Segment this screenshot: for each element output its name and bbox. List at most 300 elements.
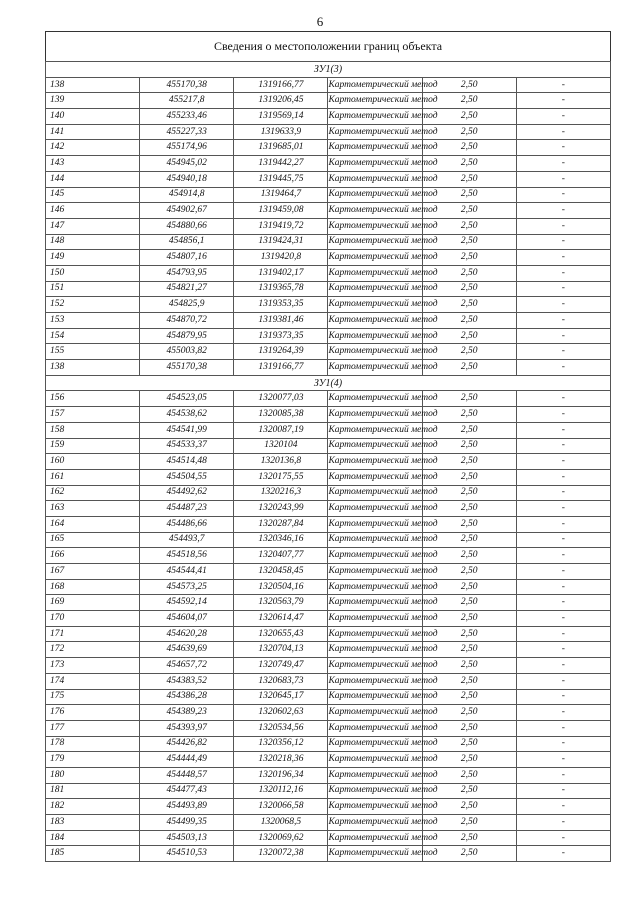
accuracy-cell: 2,50 (422, 438, 516, 454)
x-coordinate-cell: 455227,33 (140, 124, 234, 140)
method-cell: Картометрический метод (328, 407, 422, 423)
method-cell: Картометрический метод (328, 454, 422, 470)
point-number-cell: 168 (46, 579, 140, 595)
point-number-cell: 147 (46, 218, 140, 234)
table-row (46, 438, 611, 454)
method-cell: Картометрический метод (328, 799, 422, 815)
y-coordinate-cell: 1320704,13 (234, 642, 328, 658)
y-coordinate-cell: 1320534,56 (234, 720, 328, 736)
point-number-cell: 174 (46, 673, 140, 689)
point-number-cell: 180 (46, 767, 140, 783)
x-coordinate-cell: 454389,23 (140, 705, 234, 721)
accuracy-cell: 2,50 (422, 658, 516, 674)
method-cell: Картометрический метод (328, 485, 422, 501)
y-coordinate-cell: 1319445,75 (234, 171, 328, 187)
point-number-cell: 181 (46, 783, 140, 799)
y-coordinate-cell: 1320655,43 (234, 626, 328, 642)
accuracy-cell: 2,50 (422, 218, 516, 234)
point-number-cell: 183 (46, 815, 140, 831)
point-number-cell: 151 (46, 281, 140, 297)
x-coordinate-cell: 454503,13 (140, 830, 234, 846)
description-cell: - (516, 532, 610, 548)
x-coordinate-cell: 454541,99 (140, 422, 234, 438)
table-row (46, 548, 611, 564)
x-coordinate-cell: 454499,35 (140, 815, 234, 831)
description-cell: - (516, 124, 610, 140)
point-number-cell: 177 (46, 720, 140, 736)
point-number-cell: 145 (46, 187, 140, 203)
y-coordinate-cell: 1319464,7 (234, 187, 328, 203)
table-row (46, 454, 611, 470)
x-coordinate-cell: 454793,95 (140, 265, 234, 281)
description-cell: - (516, 281, 610, 297)
accuracy-cell: 2,50 (422, 501, 516, 517)
table-row (46, 846, 611, 862)
x-coordinate-cell: 455174,96 (140, 140, 234, 156)
table-row (46, 234, 611, 250)
table-row (46, 752, 611, 768)
table-row (46, 469, 611, 485)
table-row (46, 171, 611, 187)
method-cell: Картометрический метод (328, 297, 422, 313)
description-cell: - (516, 658, 610, 674)
method-cell: Картометрический метод (328, 203, 422, 219)
method-cell: Картометрический метод (328, 516, 422, 532)
accuracy-cell: 2,50 (422, 171, 516, 187)
method-cell: Картометрический метод (328, 830, 422, 846)
method-cell: Картометрический метод (328, 281, 422, 297)
x-coordinate-cell: 454573,25 (140, 579, 234, 595)
point-number-cell: 182 (46, 799, 140, 815)
accuracy-cell: 2,50 (422, 579, 516, 595)
description-cell: - (516, 234, 610, 250)
accuracy-cell: 2,50 (422, 516, 516, 532)
x-coordinate-cell: 455233,46 (140, 109, 234, 125)
point-number-cell: 157 (46, 407, 140, 423)
point-number-cell: 167 (46, 564, 140, 580)
y-coordinate-cell: 1320504,16 (234, 579, 328, 595)
point-number-cell: 164 (46, 516, 140, 532)
x-coordinate-cell: 454492,62 (140, 485, 234, 501)
table-row (46, 689, 611, 705)
y-coordinate-cell: 1320196,34 (234, 767, 328, 783)
description-cell: - (516, 485, 610, 501)
y-coordinate-cell: 1320645,17 (234, 689, 328, 705)
y-coordinate-cell: 1320077,03 (234, 391, 328, 407)
table-row (46, 313, 611, 329)
point-number-cell: 179 (46, 752, 140, 768)
description-cell: - (516, 783, 610, 799)
description-cell: - (516, 516, 610, 532)
accuracy-cell: 2,50 (422, 783, 516, 799)
accuracy-cell: 2,50 (422, 140, 516, 156)
point-number-cell: 154 (46, 328, 140, 344)
y-coordinate-cell: 1320218,36 (234, 752, 328, 768)
table-row (46, 501, 611, 517)
point-number-cell: 138 (46, 360, 140, 376)
point-number-cell: 169 (46, 595, 140, 611)
x-coordinate-cell: 454538,62 (140, 407, 234, 423)
accuracy-cell: 2,50 (422, 187, 516, 203)
method-cell: Картометрический метод (328, 469, 422, 485)
table-row (46, 328, 611, 344)
point-number-cell: 158 (46, 422, 140, 438)
point-number-cell: 185 (46, 846, 140, 862)
section-name: ЗУ1(3) (46, 62, 611, 78)
method-cell: Картометрический метод (328, 109, 422, 125)
table-row (46, 265, 611, 281)
description-cell: - (516, 501, 610, 517)
method-cell: Картометрический метод (328, 752, 422, 768)
table-row (46, 626, 611, 642)
method-cell: Картометрический метод (328, 501, 422, 517)
y-coordinate-cell: 1320683,73 (234, 673, 328, 689)
x-coordinate-cell: 454477,43 (140, 783, 234, 799)
table-row (46, 815, 611, 831)
table-row (46, 642, 611, 658)
point-number-cell: 141 (46, 124, 140, 140)
accuracy-cell: 2,50 (422, 469, 516, 485)
description-cell: - (516, 846, 610, 862)
table-row (46, 203, 611, 219)
point-number-cell: 173 (46, 658, 140, 674)
method-cell: Картометрический метод (328, 705, 422, 721)
accuracy-cell: 2,50 (422, 297, 516, 313)
method-cell: Картометрический метод (328, 642, 422, 658)
y-coordinate-cell: 1320749,47 (234, 658, 328, 674)
x-coordinate-cell: 454448,57 (140, 767, 234, 783)
method-cell: Картометрический метод (328, 783, 422, 799)
description-cell: - (516, 407, 610, 423)
section-name: ЗУ1(4) (46, 375, 611, 391)
accuracy-cell: 2,50 (422, 564, 516, 580)
y-coordinate-cell: 1320085,38 (234, 407, 328, 423)
table-row (46, 93, 611, 109)
table-row (46, 281, 611, 297)
section-header-row (46, 375, 611, 391)
x-coordinate-cell: 454510,53 (140, 846, 234, 862)
table-row (46, 564, 611, 580)
method-cell: Картометрический метод (328, 313, 422, 329)
point-number-cell: 143 (46, 156, 140, 172)
description-cell: - (516, 438, 610, 454)
x-coordinate-cell: 454487,23 (140, 501, 234, 517)
x-coordinate-cell: 454386,28 (140, 689, 234, 705)
y-coordinate-cell: 1319166,77 (234, 360, 328, 376)
accuracy-cell: 2,50 (422, 626, 516, 642)
method-cell: Картометрический метод (328, 328, 422, 344)
accuracy-cell: 2,50 (422, 281, 516, 297)
y-coordinate-cell: 1319424,31 (234, 234, 328, 250)
point-number-cell: 166 (46, 548, 140, 564)
description-cell: - (516, 595, 610, 611)
method-cell: Картометрический метод (328, 815, 422, 831)
x-coordinate-cell: 454879,95 (140, 328, 234, 344)
accuracy-cell: 2,50 (422, 595, 516, 611)
method-cell: Картометрический метод (328, 626, 422, 642)
point-number-cell: 170 (46, 611, 140, 627)
x-coordinate-cell: 455003,82 (140, 344, 234, 360)
table-row (46, 218, 611, 234)
table-row (46, 250, 611, 266)
method-cell: Картометрический метод (328, 124, 422, 140)
method-cell: Картометрический метод (328, 171, 422, 187)
boundary-table-sheet (45, 31, 611, 862)
y-coordinate-cell: 1320563,79 (234, 595, 328, 611)
y-coordinate-cell: 1319206,45 (234, 93, 328, 109)
page-number: 6 (316, 14, 324, 29)
description-cell: - (516, 328, 610, 344)
point-number-cell: 140 (46, 109, 140, 125)
method-cell: Картометрический метод (328, 250, 422, 266)
y-coordinate-cell: 1320104 (234, 438, 328, 454)
point-number-cell: 171 (46, 626, 140, 642)
y-coordinate-cell: 1319166,77 (234, 77, 328, 93)
accuracy-cell: 2,50 (422, 532, 516, 548)
point-number-cell: 172 (46, 642, 140, 658)
accuracy-cell: 2,50 (422, 799, 516, 815)
x-coordinate-cell: 454426,82 (140, 736, 234, 752)
method-cell: Картометрический метод (328, 360, 422, 376)
point-number-cell: 165 (46, 532, 140, 548)
accuracy-cell: 2,50 (422, 673, 516, 689)
method-cell: Картометрический метод (328, 391, 422, 407)
description-cell: - (516, 454, 610, 470)
point-number-cell: 155 (46, 344, 140, 360)
description-cell: - (516, 799, 610, 815)
accuracy-cell: 2,50 (422, 454, 516, 470)
table-row (46, 736, 611, 752)
table-row (46, 344, 611, 360)
x-coordinate-cell: 454544,41 (140, 564, 234, 580)
accuracy-cell: 2,50 (422, 422, 516, 438)
y-coordinate-cell: 1319685,01 (234, 140, 328, 156)
y-coordinate-cell: 1319633,9 (234, 124, 328, 140)
y-coordinate-cell: 1319420,8 (234, 250, 328, 266)
description-cell: - (516, 422, 610, 438)
point-number-cell: 142 (46, 140, 140, 156)
y-coordinate-cell: 1320458,45 (234, 564, 328, 580)
y-coordinate-cell: 1320356,12 (234, 736, 328, 752)
description-cell: - (516, 689, 610, 705)
accuracy-cell: 2,50 (422, 93, 516, 109)
x-coordinate-cell: 455170,38 (140, 77, 234, 93)
description-cell: - (516, 109, 610, 125)
y-coordinate-cell: 1319264,39 (234, 344, 328, 360)
description-cell: - (516, 360, 610, 376)
point-number-cell: 148 (46, 234, 140, 250)
y-coordinate-cell: 1320072,38 (234, 846, 328, 862)
table-row (46, 124, 611, 140)
table-row (46, 705, 611, 721)
method-cell: Картометрический метод (328, 846, 422, 862)
point-number-cell: 156 (46, 391, 140, 407)
y-coordinate-cell: 1320216,3 (234, 485, 328, 501)
method-cell: Картометрический метод (328, 265, 422, 281)
section-header-row (46, 62, 611, 78)
y-coordinate-cell: 1320243,99 (234, 501, 328, 517)
table-row (46, 611, 611, 627)
accuracy-cell: 2,50 (422, 265, 516, 281)
point-number-cell: 153 (46, 313, 140, 329)
table-row (46, 297, 611, 313)
accuracy-cell: 2,50 (422, 156, 516, 172)
y-coordinate-cell: 1320112,16 (234, 783, 328, 799)
description-cell: - (516, 391, 610, 407)
table-row (46, 391, 611, 407)
accuracy-cell: 2,50 (422, 360, 516, 376)
method-cell: Картометрический метод (328, 720, 422, 736)
description-cell: - (516, 815, 610, 831)
method-cell: Картометрический метод (328, 532, 422, 548)
description-cell: - (516, 830, 610, 846)
table-row (46, 673, 611, 689)
method-cell: Картометрический метод (328, 156, 422, 172)
description-cell: - (516, 297, 610, 313)
accuracy-cell: 2,50 (422, 407, 516, 423)
description-cell: - (516, 140, 610, 156)
x-coordinate-cell: 454444,49 (140, 752, 234, 768)
x-coordinate-cell: 454620,28 (140, 626, 234, 642)
accuracy-cell: 2,50 (422, 250, 516, 266)
y-coordinate-cell: 1320175,55 (234, 469, 328, 485)
table-row (46, 532, 611, 548)
description-cell: - (516, 313, 610, 329)
description-cell: - (516, 156, 610, 172)
method-cell: Картометрический метод (328, 218, 422, 234)
y-coordinate-cell: 1319373,35 (234, 328, 328, 344)
y-coordinate-cell: 1319459,08 (234, 203, 328, 219)
description-cell: - (516, 77, 610, 93)
method-cell: Картометрический метод (328, 736, 422, 752)
table-row (46, 579, 611, 595)
y-coordinate-cell: 1319353,35 (234, 297, 328, 313)
point-number-cell: 175 (46, 689, 140, 705)
accuracy-cell: 2,50 (422, 815, 516, 831)
x-coordinate-cell: 454504,55 (140, 469, 234, 485)
table-row (46, 140, 611, 156)
x-coordinate-cell: 454592,14 (140, 595, 234, 611)
x-coordinate-cell: 454945,02 (140, 156, 234, 172)
y-coordinate-cell: 1319419,72 (234, 218, 328, 234)
description-cell: - (516, 720, 610, 736)
x-coordinate-cell: 454604,07 (140, 611, 234, 627)
x-coordinate-cell: 454493,89 (140, 799, 234, 815)
point-number-cell: 144 (46, 171, 140, 187)
x-coordinate-cell: 454493,7 (140, 532, 234, 548)
method-cell: Картометрический метод (328, 673, 422, 689)
point-number-cell: 184 (46, 830, 140, 846)
y-coordinate-cell: 1320069,62 (234, 830, 328, 846)
accuracy-cell: 2,50 (422, 548, 516, 564)
description-cell: - (516, 564, 610, 580)
description-cell: - (516, 767, 610, 783)
table-row (46, 720, 611, 736)
method-cell: Картометрический метод (328, 140, 422, 156)
accuracy-cell: 2,50 (422, 642, 516, 658)
point-number-cell: 159 (46, 438, 140, 454)
table-title: Сведения о местоположении границ объекта (45, 31, 611, 61)
description-cell: - (516, 218, 610, 234)
y-coordinate-cell: 1320602,63 (234, 705, 328, 721)
description-cell: - (516, 611, 610, 627)
method-cell: Картометрический метод (328, 611, 422, 627)
table-row (46, 595, 611, 611)
coordinates-table (45, 61, 611, 862)
description-cell: - (516, 344, 610, 360)
description-cell: - (516, 736, 610, 752)
y-coordinate-cell: 1320346,16 (234, 532, 328, 548)
x-coordinate-cell: 454856,1 (140, 234, 234, 250)
table-row (46, 407, 611, 423)
accuracy-cell: 2,50 (422, 752, 516, 768)
table-row (46, 187, 611, 203)
x-coordinate-cell: 454486,66 (140, 516, 234, 532)
table-row (46, 360, 611, 376)
description-cell: - (516, 626, 610, 642)
table-row (46, 516, 611, 532)
method-cell: Картометрический метод (328, 767, 422, 783)
x-coordinate-cell: 454940,18 (140, 171, 234, 187)
table-row (46, 156, 611, 172)
description-cell: - (516, 250, 610, 266)
x-coordinate-cell: 454533,37 (140, 438, 234, 454)
table-row (46, 658, 611, 674)
method-cell: Картометрический метод (328, 548, 422, 564)
point-number-cell: 150 (46, 265, 140, 281)
x-coordinate-cell: 454880,66 (140, 218, 234, 234)
accuracy-cell: 2,50 (422, 109, 516, 125)
point-number-cell: 161 (46, 469, 140, 485)
y-coordinate-cell: 1320068,5 (234, 815, 328, 831)
accuracy-cell: 2,50 (422, 344, 516, 360)
point-number-cell: 178 (46, 736, 140, 752)
description-cell: - (516, 265, 610, 281)
x-coordinate-cell: 454914,8 (140, 187, 234, 203)
accuracy-cell: 2,50 (422, 234, 516, 250)
description-cell: - (516, 579, 610, 595)
description-cell: - (516, 705, 610, 721)
x-coordinate-cell: 454902,67 (140, 203, 234, 219)
table-row (46, 109, 611, 125)
point-number-cell: 162 (46, 485, 140, 501)
y-coordinate-cell: 1320066,58 (234, 799, 328, 815)
x-coordinate-cell: 454657,72 (140, 658, 234, 674)
method-cell: Картометрический метод (328, 422, 422, 438)
table-row (46, 485, 611, 501)
x-coordinate-cell: 454518,56 (140, 548, 234, 564)
y-coordinate-cell: 1319365,78 (234, 281, 328, 297)
table-row (46, 830, 611, 846)
x-coordinate-cell: 454393,97 (140, 720, 234, 736)
y-coordinate-cell: 1319569,14 (234, 109, 328, 125)
x-coordinate-cell: 454514,48 (140, 454, 234, 470)
accuracy-cell: 2,50 (422, 203, 516, 219)
y-coordinate-cell: 1320136,8 (234, 454, 328, 470)
table-row (46, 422, 611, 438)
y-coordinate-cell: 1320407,77 (234, 548, 328, 564)
description-cell: - (516, 203, 610, 219)
method-cell: Картометрический метод (328, 579, 422, 595)
description-cell: - (516, 673, 610, 689)
point-number-cell: 152 (46, 297, 140, 313)
accuracy-cell: 2,50 (422, 705, 516, 721)
point-number-cell: 163 (46, 501, 140, 517)
point-number-cell: 160 (46, 454, 140, 470)
accuracy-cell: 2,50 (422, 736, 516, 752)
y-coordinate-cell: 1319381,46 (234, 313, 328, 329)
accuracy-cell: 2,50 (422, 77, 516, 93)
